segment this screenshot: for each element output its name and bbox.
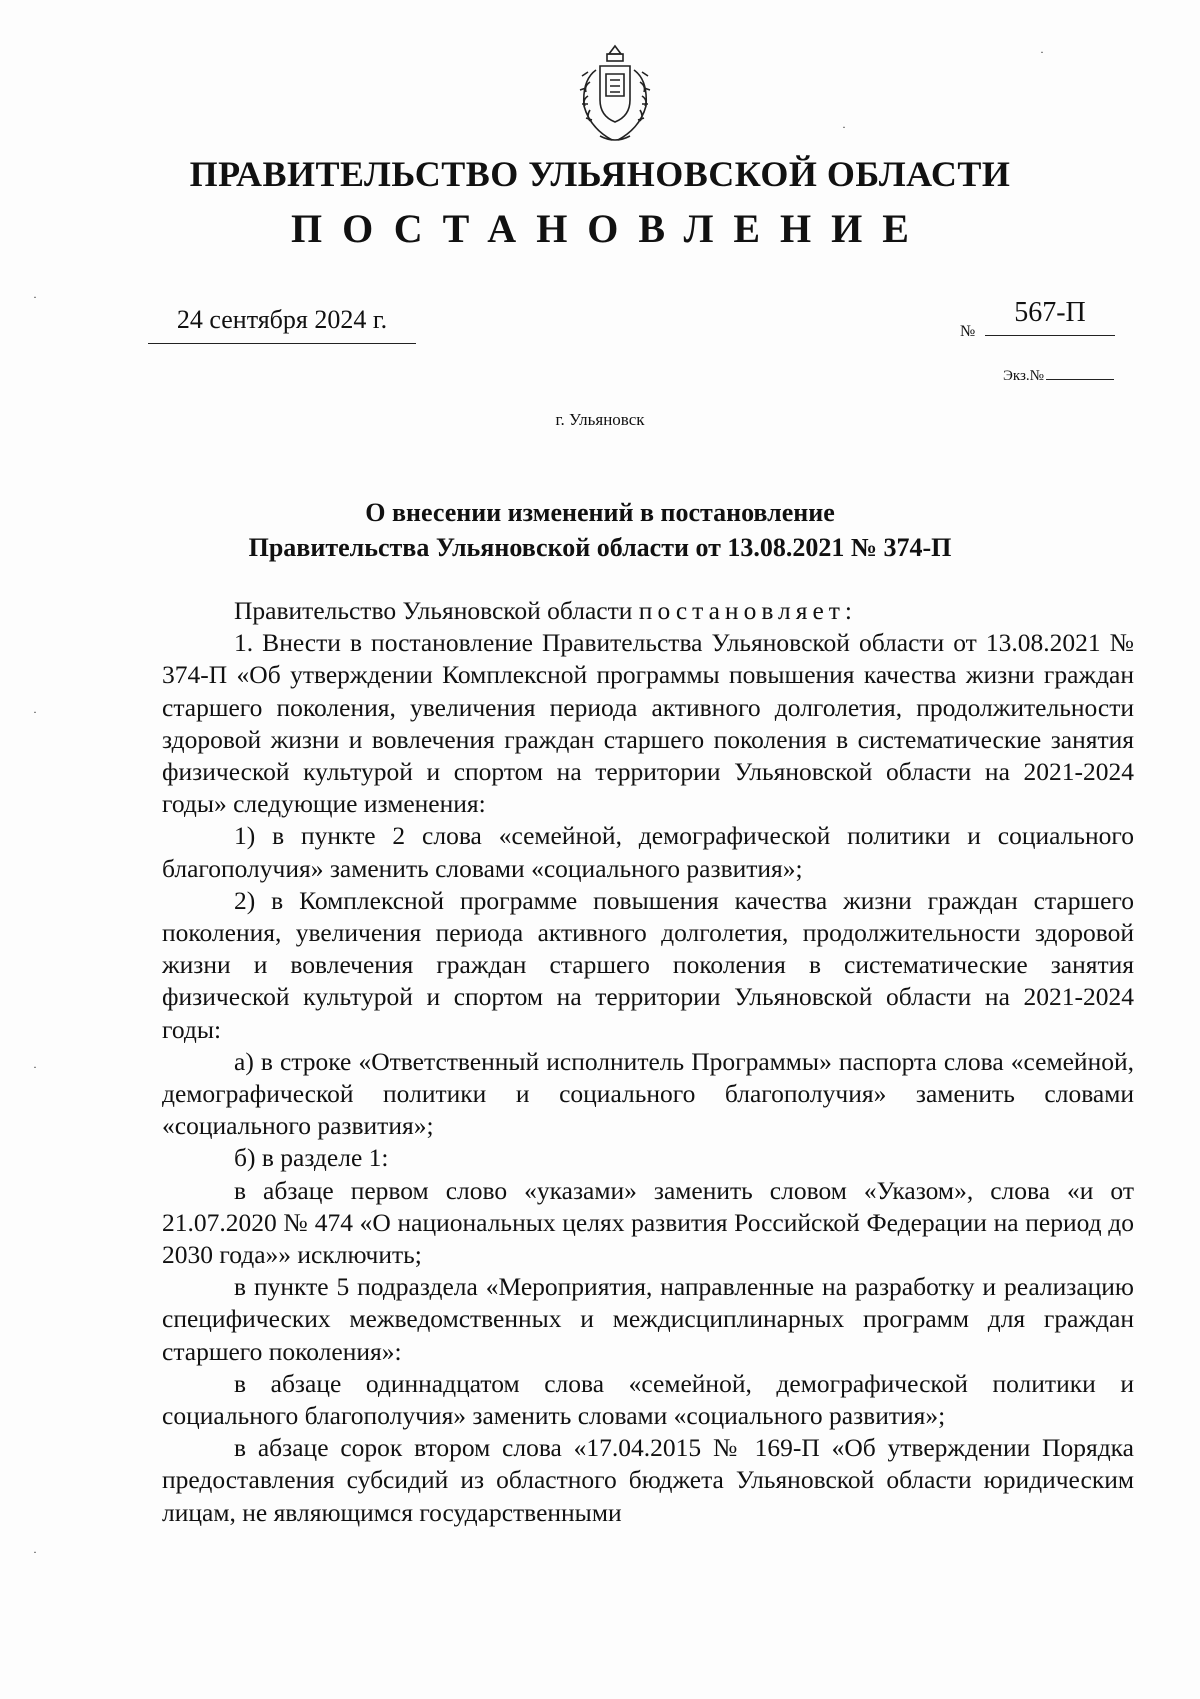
body-paragraph: 2) в Комплексной программе повышения качества жизни граждан старшего поколения, увеличения периода активного долголетия, продолжительности здоровой жизни и вовлечения граждан старшего поколения в систематические занятия физической культурой и спортом на территории Ульяновской области на 2021-2024 годы: (162, 885, 1134, 1044)
preamble (162, 595, 1134, 627)
copy-number-blank (1046, 379, 1114, 380)
body-paragraph: 1) в пункте 2 слова «семейной, демографической политики и социального благополучия» заменить словами «социального развития»; (162, 821, 1134, 883)
coat-of-arms-emblem (560, 40, 670, 150)
document-number: 567-П (985, 297, 1115, 336)
title-line-1: О внесении изменений в постановление (365, 498, 835, 527)
body-paragraph: в абзаце одиннадцатом слова «семейной, демографической политики и социального благополучия» заменить словами «социального развития»; (162, 1368, 1134, 1431)
body-paragraph: в абзаце первом слово «указами» заменить словом «Указом», слова «и от 21.07.2020 № 474 «О национальных целях развития Российской Федерации на период до 2030 года»» исключить; (162, 1175, 1134, 1270)
title-line-2: Правительства Ульяновской области от 13.08.2021 № 374-П (248, 533, 952, 562)
body-paragraph: б) в разделе 1: (234, 1143, 389, 1173)
document-page: ПРАВИТЕЛЬСТВО УЛЬЯНОВСКОЙ ОБЛАСТИ ПОСТАНОВЛЕНИЕ 24 сентября 2024 г. № 567-П Экз.№ г. Ульяновск О внесении изменений в постановление Правительства Ульяновской области от 13.08.2021 № 374-П Правительство Ульяновской области постановляет: 1. Внести в постановление Правительства Ульяновской области от 13.08.2021 № 374-П «Об утверждении Комплексной программы повышения качества жизни граждан старшего поколения, увеличения периода активного долголетия, продолжительности здоровой жизни и вовлечения граждан старшего поколения в систематические занятия физической культурой и спортом на территории Ульяновской области на 2021-2024 годы» следующие изменения: 1) в пункте 2 слова «семейной, демографической политики и социального благополучия» заменить словами «социального развития»; 2) в Комплексной программе повышения качества жизни граждан старшего поколения, увеличения периода активного долголетия, продолжительности здоровой жизни и вовлечения граждан старшего поколения в систематические занятия физической культурой и спортом на территории Ульяновской области на 2021-2024 годы: а) в строке «Ответственный исполнитель Программы» паспорта слова «семейной, демографической политики и социального благополучия» заменить словами «социального развития»; б) в разделе 1: в абзаце первом слово «указами» заменить словом «Указом», слова «и от 21.07.2020 № 474 «О национальных целях развития Российской Федерации на период до 2030 года»» исключить; в пункте 5 подраздела «Мероприятия, направленные на разработку и реализацию специфических межведомственных и междисциплинарных программ для граждан старшего поколения»: в абзаце одиннадцатом слова «семейной, демографической политики и социального благополучия» заменить словами «социального развития»; в абзаце сорок втором слова «17.04.2015 № 169-П «Об утверждении Порядка предоставления субсидий из областного бюджета Ульяновской области юридическим лицам, не являющимся государственными · · · · · · (0, 0, 1200, 1699)
document-title (120, 495, 1080, 565)
body-paragraph: в пункте 5 подраздела «Мероприятия, направленные на разработку и реализацию специфических межведомственных и междисциплинарных программ для граждан старшего поколения»: (162, 1272, 1134, 1366)
body-paragraph: 1. Внести в постановление Правительства Ульяновской области от 13.08.2021 № 374-П «Об утверждении Комплексной программы повышения качества жизни граждан старшего поколения, увеличения периода активного долголетия, продолжительности здоровой жизни и вовлечения граждан старшего поколения в систематические занятия физической культурой и спортом на территории Ульяновской области на 2021-2024 годы» следующие изменения: (162, 628, 1134, 819)
document-city: г. Ульяновск (555, 410, 645, 429)
document-number-field (960, 297, 1120, 340)
number-sign: № (960, 323, 976, 340)
preamble-text: Правительство Ульяновской области (234, 596, 639, 625)
document-body (162, 595, 1134, 1529)
copy-number-label: Экз.№ (1003, 368, 1044, 384)
body-paragraph: в абзаце сорок втором слова «17.04.2015 № 169-П «Об утверждении Порядка предоставления субсидий из областного бюджета Ульяновской области юридическим лицам, не являющимся государственными (162, 1433, 1134, 1527)
copy-number-field (1003, 368, 1114, 385)
body-paragraph: а) в строке «Ответственный исполнитель Программы» паспорта слова «семейной, демографической политики и социального благополучия» заменить словами «социального развития»; (162, 1046, 1134, 1141)
preamble-resolves: постановляет: (638, 596, 858, 625)
document-date: 24 сентября 2024 г. (148, 305, 416, 344)
issuing-authority: ПРАВИТЕЛЬСТВО УЛЬЯНОВСКОЙ ОБЛАСТИ (189, 154, 1011, 194)
document-type: ПОСТАНОВЛЕНИЕ (291, 206, 929, 251)
